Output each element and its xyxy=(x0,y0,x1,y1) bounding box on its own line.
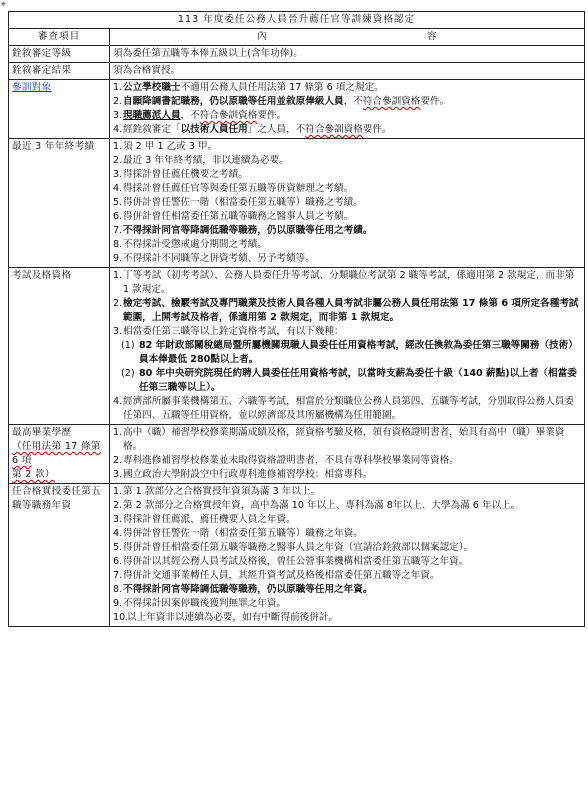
item-number: 1. xyxy=(113,270,123,281)
item-text: 得併計交通事業轉任人員，其經升資考試及格後相當委任第五職等之年資。 xyxy=(123,570,440,581)
table-row xyxy=(9,425,585,484)
list-item xyxy=(113,252,581,266)
list-item xyxy=(113,224,581,238)
list-item xyxy=(113,395,581,423)
item-text: 專科進修補習學校修業並未取得資格證明書者，不具有專科學校畢業同等資格。 xyxy=(123,455,459,466)
list-item xyxy=(113,597,581,611)
row-label-eligible xyxy=(9,80,110,139)
item-number: 4. xyxy=(113,396,123,407)
header-review-item: 審查項目 xyxy=(9,29,110,46)
item-number: 8. xyxy=(113,239,123,250)
header-row xyxy=(9,29,585,46)
row-content-result: 須為合格實授。 xyxy=(110,63,585,80)
item-text: ，不 xyxy=(343,96,363,107)
item-number: 2. xyxy=(113,155,123,166)
item-text: ，不 xyxy=(180,110,200,121)
row-label-seniority: 任合格實授委任第五職等職務年資 xyxy=(9,484,110,627)
list-item xyxy=(113,325,581,339)
list-item xyxy=(113,513,581,527)
item-text: 得採計曾任薦派、薦任機要人員之年資。 xyxy=(123,514,296,525)
item-number: (2) xyxy=(121,368,135,379)
header-content xyxy=(110,29,585,46)
item-text: 得併計曾任警佐一階（相當委任第五職等）職務之考績。 xyxy=(123,197,363,208)
item-number: 2. xyxy=(113,500,123,511)
row-label-exam: 考試及格資格 xyxy=(9,268,110,425)
header-content-char2: 容 xyxy=(427,31,437,42)
item-emphasis: 以技術人員任用 xyxy=(180,124,248,135)
list-item xyxy=(113,339,581,367)
item-text: 第 2 款部分之合格實授年資，高中為滿 10 年以上、專科為滿 8年以上、大學為滿 6 年以上。 xyxy=(123,500,521,511)
item-text: 要件。 xyxy=(362,124,392,135)
list-item xyxy=(113,468,581,482)
list-item xyxy=(113,140,581,154)
item-number: 2. xyxy=(113,96,123,107)
list-item xyxy=(113,210,581,224)
item-number: 4. xyxy=(113,124,123,135)
eligible-label-text: 參訓對象 xyxy=(12,82,52,93)
item-number: 6. xyxy=(113,556,123,567)
education-label-line1: 最高畢業學歷 xyxy=(12,427,72,438)
row-content-eligible xyxy=(110,80,585,139)
item-number: 2. xyxy=(113,455,123,466)
item-number: 7. xyxy=(113,570,123,581)
list-item xyxy=(113,297,581,325)
list-item xyxy=(113,81,581,95)
list-item xyxy=(113,123,581,137)
list-item xyxy=(113,569,581,583)
item-number: 9. xyxy=(113,253,123,264)
item-number: 1. xyxy=(113,82,123,93)
item-number: 3. xyxy=(113,326,123,337)
list-item xyxy=(113,485,581,499)
list-item xyxy=(113,95,581,109)
item-underline: 符合參訓資格 xyxy=(199,110,258,121)
education-label-line3: 第 2 款） xyxy=(12,469,55,480)
item-text: 」之人員，不 xyxy=(247,124,306,135)
item-text: 得併計曾任警佐一階（相當委任第五職等）職務之年資。 xyxy=(123,528,363,539)
item-underline: 符合參訓資格 xyxy=(305,124,363,135)
title-row xyxy=(9,12,585,29)
item-text: 第 1 款部分之合格實授年資須為滿 3 年以上。 xyxy=(123,486,321,497)
item-number: 4. xyxy=(113,528,123,539)
item-emphasis: 公立學校職士 xyxy=(123,82,181,93)
item-number: 1. xyxy=(113,427,123,438)
item-text: 80 年中央研究院現任約聘人員委任任用資格考試，以當時支薪為委任十級（140 薪點)以上者（相當委任第三職等以上）。 xyxy=(139,368,577,393)
item-text: 要件。 xyxy=(257,110,287,121)
item-text: 得併計曾任相當委任第五職等職務之醫事人員之年資（宜請洽銓敘部以個案認定）。 xyxy=(123,542,474,553)
list-item xyxy=(113,196,581,210)
item-number: 3. xyxy=(113,169,123,180)
qualification-table xyxy=(8,11,585,627)
list-item xyxy=(113,269,581,297)
row-label-grade: 銓敘審定等級 xyxy=(9,46,110,63)
item-text: 高中（職）補習學校修業期滿成績及格，經資格考驗及格，領有資格證明書者，始具有高中（職）畢業資格。 xyxy=(123,427,565,452)
row-label-education xyxy=(9,425,110,484)
table-row xyxy=(9,268,585,425)
item-emphasis: 現職薦派人員 xyxy=(123,110,181,121)
row-label-result: 銓敘審定結果 xyxy=(9,63,110,80)
item-number: 7. xyxy=(113,225,123,236)
table-title: 113 年度委任公務人員晉升薦任官等訓練資格認定 xyxy=(9,12,585,29)
item-text: 國立政治大學附設空中行政專科進修補習學校：相當專科。 xyxy=(123,469,373,480)
item-number: 4. xyxy=(113,183,123,194)
list-item xyxy=(113,499,581,513)
item-number: 3. xyxy=(113,514,123,525)
item-text: 相當委任第三職等以上銓定資格考試，有以下幾種： xyxy=(123,326,344,337)
table-row xyxy=(9,46,585,63)
row-content-grade: 須為委任第五職等本俸五級以上(含年功俸)。 xyxy=(110,46,585,63)
list-item xyxy=(113,611,581,625)
item-text: 不得採計因案停職後獲判無罪之年資。 xyxy=(123,598,287,609)
list-item xyxy=(113,454,581,468)
item-number: 10. xyxy=(113,612,129,623)
item-text: 要件。 xyxy=(420,96,450,107)
item-text: 不得採計受懲戒處分期間之考績。 xyxy=(123,239,267,250)
row-content-seniority xyxy=(110,484,585,627)
item-emphasis: 自願降調書記職務，仍以原職等任用並敘原俸級人員 xyxy=(123,96,344,107)
item-text: 檢定考試、檢覈考試及專門職業及技術人員各種人員考試非屬公務人員任用法第 17 條第 6 項所定各種考試範圍，上開考試及格者，係適用第 2 款規定，而非第 1 款規定。 xyxy=(123,298,579,323)
item-text: 不得採計不同職等之併資考績、另予考績等。 xyxy=(123,253,315,264)
list-item xyxy=(113,527,581,541)
list-item xyxy=(113,541,581,555)
item-number: 6. xyxy=(113,211,123,222)
list-item xyxy=(113,367,581,395)
list-item xyxy=(113,583,581,597)
item-text: 不得採計同官等降調低職等職務，仍以原職等任用之年資。 xyxy=(123,584,373,595)
list-item xyxy=(113,238,581,252)
item-underline: 符合參訓資格 xyxy=(362,96,421,107)
table-row xyxy=(9,63,585,80)
row-content-performance xyxy=(110,139,585,268)
item-number: 5. xyxy=(113,542,123,553)
item-number: 8. xyxy=(113,584,123,595)
item-text: 經濟部所屬事業機構第五、六職等考試，相當於分類職位公務人員第四、五職等考試，分別取得公務人員委任第四、五職等任用資格，並以經濟部及其所屬機構為任用範圍。 xyxy=(123,396,574,421)
item-text: 得併計曾任相當委任第五職等職務之醫事人員之考績。 xyxy=(123,211,354,222)
list-item xyxy=(113,426,581,454)
item-text: 82 年財政部關稅總局暨所屬機關現職人員委任任用資格考試，經改任換敘為委任第三職等關務（技術）員本俸最低 280點以上者。 xyxy=(139,340,578,365)
item-text: 得採計曾任薦任機要之考績。 xyxy=(123,169,248,180)
item-number: 3. xyxy=(113,469,123,480)
item-text: 不適用公務人員任用法第 17 條第 6 項之規定。 xyxy=(180,82,384,93)
list-item xyxy=(113,555,581,569)
table-move-handle[interactable]: ⌖ xyxy=(1,0,7,10)
item-number: 9. xyxy=(113,598,123,609)
item-text: 不得採計同官等降調低職等職務，仍以原職等任用之考績。 xyxy=(123,225,373,236)
item-number: (1) xyxy=(121,340,135,351)
list-item xyxy=(113,154,581,168)
row-content-exam xyxy=(110,268,585,425)
list-item xyxy=(113,109,581,123)
table-row xyxy=(9,139,585,268)
item-text: 得採計曾任薦任官等與委任第五職等併資辦理之考績。 xyxy=(123,183,354,194)
item-text: 丁等考試（初考考試）、公務人員委任升等考試、分類職位考試第 2 職等考試，係適用第 2 款規定，而非第 1 款規定。 xyxy=(123,270,575,295)
item-number: 3. xyxy=(113,110,123,121)
item-number: 1. xyxy=(113,486,123,497)
row-label-performance: 最近 3 年年終考績 xyxy=(9,139,110,268)
item-text: 經銓敘審定「 xyxy=(123,124,181,135)
item-text: 以上年資非以連續為必要，如有中斷得前後併計。 xyxy=(127,612,339,623)
item-number: 1. xyxy=(113,141,123,152)
item-text: 最近 3 年年終考績，非以連續為必要。 xyxy=(123,155,289,166)
list-item xyxy=(113,182,581,196)
header-content-char1: 內 xyxy=(257,31,267,42)
row-content-education xyxy=(110,425,585,484)
item-number: 2. xyxy=(113,298,123,309)
education-label-line2: （任用法第 17 條第 6 項 xyxy=(12,441,101,466)
item-text: 得併計以其經公務人員考試及格後，曾任公營事業機構相當委任第五職等之年資。 xyxy=(123,556,469,567)
list-item xyxy=(113,168,581,182)
item-number: 5. xyxy=(113,197,123,208)
table-row xyxy=(9,484,585,627)
table-row xyxy=(9,80,585,139)
item-text: 須 2 甲 1 乙或 3 甲。 xyxy=(123,141,218,152)
